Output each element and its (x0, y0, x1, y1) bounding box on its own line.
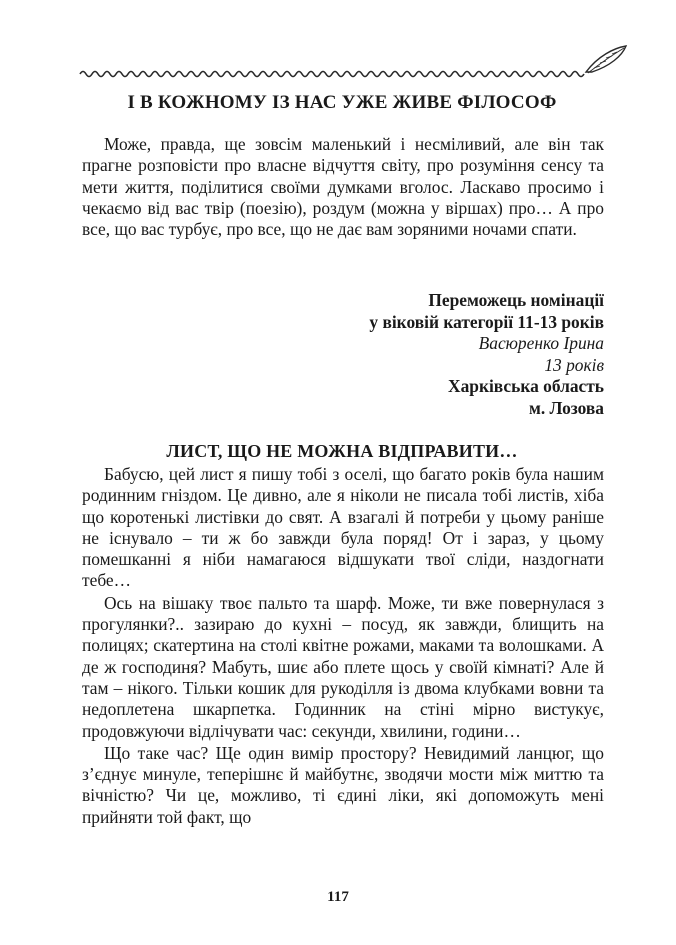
essay-title: ЛИСТ, ЩО НЕ МОЖНА ВІДПРАВИТИ… (166, 441, 518, 461)
nomination-line: Переможець номінації (428, 290, 604, 310)
page-number: 117 (327, 889, 349, 905)
intro-paragraph: Може, правда, ще зовсім маленький і несміливий, але він так прагне розповісти про власне відчуття світу, про розуміння сенсу та мети життя, поділитися своїми думками вголос. Ласкаво просимо і чекаємо від вас твір (поезію), роздум (можна у віршах) про… А про все, що вас турбує, про все, що не дає вам зоряними ночами спати. (82, 134, 604, 240)
intro-text (82, 134, 604, 240)
author-city: м. Лозова (529, 397, 604, 418)
winner-signature (82, 290, 604, 420)
author-name: Васюренко Ірина (478, 333, 604, 354)
feather-icon (586, 46, 626, 73)
author-region: Харківська область (448, 376, 604, 397)
age-category-line: у віковій категорії 11-13 років (369, 311, 604, 332)
essay-body (82, 464, 604, 828)
section-title: І В КОЖНОМУ ІЗ НАС УЖЕ ЖИВЕ ФІЛОСОФ (127, 92, 557, 113)
wave-feather-ornament (78, 42, 628, 82)
author-age: 13 років (544, 354, 604, 375)
essay-paragraph: Ось на вішаку твоє пальто та шарф. Може, ти вже повернулася з прогулянки?.. зазираю до кухні – посуд, як завжди, блищить на полицях; скатертина на столі квітне рожами, маками та волошками. А де ж господиня? Мабуть, шиє або плете щось у своїй кімнаті? Але й там – нікого. Тільки кошик для рукоділля із двома клубками вовни та недоплетена шкарпетка. Годинник на стіні мірно вистукує, продовжуючи відлічувати час: секунди, хвилини, години… (82, 592, 604, 741)
essay-paragraph: Що таке час? Ще один вимір простору? Невидимий ланцюг, що з’єднує минуле, теперішнє й майбутнє, зводячи мости між миттю та вічністю? Чи це, можливо, ті єдині ліки, які допоможуть мені прийняти той факт, що (82, 742, 604, 827)
essay-paragraph: Бабусю, цей лист я пишу тобі з оселі, що багато років була нашим родинним гніздом. Це дивно, але я ніколи не писала тобі листів, хіба що коротенькі листівки до свят. А взагалі й потреби у цьому раніше не існувало – ти ж бо завжди була поряд! От і зараз, у цьому помешканні я ніби намагаюся відшукати твої сліди, наздогнати тебе… (82, 464, 604, 591)
